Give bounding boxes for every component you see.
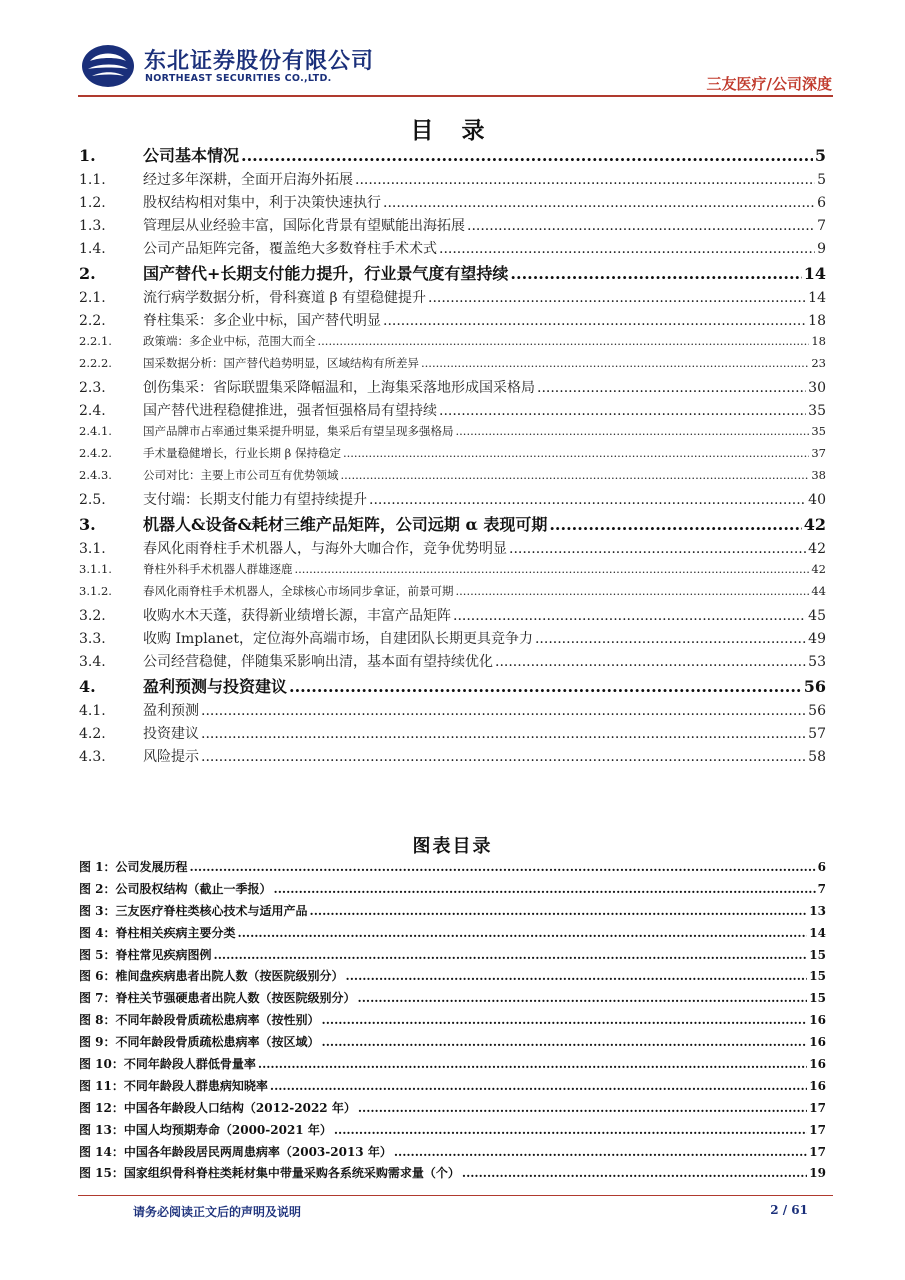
toc-entry[interactable] bbox=[79, 746, 826, 769]
header-divider bbox=[78, 95, 833, 97]
company-name-cn: 东北证券股份有限公司 bbox=[144, 49, 375, 74]
toc-entry-page: 58 bbox=[808, 749, 826, 765]
toc-entry-page: 40 bbox=[808, 492, 826, 508]
toc-entry-page: 23 bbox=[811, 356, 826, 370]
toc-entry[interactable] bbox=[79, 192, 826, 215]
dot-leader bbox=[383, 313, 806, 329]
toc-entry-title: 公司产品矩阵完备，覆盖绝大多数脊柱手术术式 bbox=[143, 241, 437, 257]
toc-entry-title: 盈利预测 bbox=[143, 703, 199, 719]
toc-entry-title: 盈利预测与投资建议 bbox=[143, 677, 288, 696]
toc-entry-title: 经过多年深耕，全面开启海外拓展 bbox=[143, 172, 353, 188]
figure-entry-title: 图 13：中国人均预期寿命（2000-2021 年） bbox=[79, 1122, 332, 1137]
figure-entry-page: 15 bbox=[809, 969, 826, 984]
toc-entry[interactable] bbox=[79, 674, 826, 700]
figure-entry-page: 17 bbox=[809, 1100, 826, 1115]
toc-entry[interactable] bbox=[79, 651, 826, 674]
toc-entry-title: 国产品牌市占率通过集采提升明显，集采后有望呈现多强格局 bbox=[143, 424, 454, 438]
toc-entry-number: 2.2. bbox=[79, 313, 106, 329]
toc-entry-number: 2.5. bbox=[79, 492, 106, 508]
toc-entry-number: 1.1. bbox=[79, 172, 106, 188]
toc-entry[interactable] bbox=[79, 169, 826, 192]
dot-leader bbox=[439, 403, 806, 419]
toc-entry-page: 49 bbox=[808, 631, 826, 647]
toc-entry[interactable] bbox=[79, 561, 826, 583]
dot-leader bbox=[190, 860, 816, 874]
dot-leader bbox=[549, 515, 801, 534]
report-tag: 三友医疗/公司深度 bbox=[706, 75, 832, 93]
dot-leader bbox=[495, 654, 806, 670]
toc-entry-title: 创伤集采：省际联盟集采降幅温和，上海集采落地形成国采格局 bbox=[143, 380, 535, 396]
dot-leader bbox=[289, 677, 802, 696]
figure-entry-page: 15 bbox=[809, 947, 826, 962]
toc-entry-number: 3.1. bbox=[79, 541, 106, 557]
dot-leader bbox=[318, 334, 810, 348]
figure-entry-page: 16 bbox=[809, 1057, 826, 1072]
figure-entry[interactable] bbox=[79, 858, 826, 880]
toc-entry-page: 18 bbox=[811, 334, 826, 348]
toc-entry-page: 5 bbox=[814, 146, 826, 165]
dot-leader bbox=[258, 1057, 807, 1071]
figure-entry-title: 图 15：国家组织骨科脊柱类耗材集中带量采购各系统采购需求量（个） bbox=[79, 1166, 460, 1181]
toc-entry[interactable] bbox=[79, 400, 826, 423]
dot-leader bbox=[334, 1123, 807, 1137]
figure-entry[interactable] bbox=[79, 880, 826, 902]
toc-entry-page: 56 bbox=[808, 703, 826, 719]
dot-leader bbox=[270, 1079, 807, 1093]
company-name-en: NORTHEAST SECURITIES CO.,LTD. bbox=[145, 73, 332, 84]
toc-entry-page: 53 bbox=[808, 654, 826, 670]
dot-leader bbox=[322, 1013, 808, 1027]
toc-entry-page: 37 bbox=[811, 446, 826, 460]
figure-entry-page: 15 bbox=[809, 991, 826, 1006]
figure-entry-page: 6 bbox=[817, 860, 826, 874]
toc-entry-number: 3.2. bbox=[79, 608, 106, 624]
toc-entry-title: 风险提示 bbox=[143, 749, 199, 765]
toc-entry-number: 4.2. bbox=[79, 726, 106, 742]
toc-entry[interactable] bbox=[79, 583, 826, 605]
toc-entry-number: 4.3. bbox=[79, 749, 106, 765]
figure-entry-title: 图 14：中国各年龄段居民两周患病率（2003-2013 年） bbox=[79, 1144, 392, 1159]
figure-entry-page: 16 bbox=[809, 1078, 826, 1093]
toc-entry-title: 支付端：长期支付能力有望持续提升 bbox=[143, 492, 367, 508]
toc-entry-page: 44 bbox=[811, 584, 826, 598]
toc-entry-page: 35 bbox=[808, 403, 826, 419]
toc-entry[interactable] bbox=[79, 287, 826, 310]
toc-entry-number: 2. bbox=[79, 264, 96, 283]
figure-entry[interactable] bbox=[79, 924, 826, 946]
page-number: 2 / 61 bbox=[770, 1203, 808, 1217]
toc-entry-number: 2.3. bbox=[79, 380, 106, 396]
table-of-contents bbox=[79, 143, 826, 769]
dot-leader bbox=[509, 541, 806, 557]
toc-entry[interactable] bbox=[79, 310, 826, 333]
figure-entry[interactable] bbox=[79, 1099, 826, 1121]
toc-entry-page: 14 bbox=[808, 290, 826, 306]
toc-entry[interactable] bbox=[79, 605, 826, 628]
toc-entry-title: 国采数据分析：国产替代趋势明显，区域结构有所差异 bbox=[143, 356, 419, 370]
figure-entry[interactable] bbox=[79, 1121, 826, 1143]
toc-entry-page: 9 bbox=[817, 241, 826, 257]
toc-entry-number: 1. bbox=[79, 146, 96, 165]
toc-entry-number: 1.2. bbox=[79, 195, 106, 211]
toc-entry-page: 14 bbox=[803, 264, 826, 283]
figure-entry[interactable] bbox=[79, 1055, 826, 1077]
toc-entry-page: 56 bbox=[803, 677, 826, 696]
dot-leader bbox=[537, 380, 806, 396]
dot-leader bbox=[394, 1145, 807, 1159]
toc-entry-page: 45 bbox=[808, 608, 826, 624]
figure-entry[interactable] bbox=[79, 902, 826, 924]
figure-entry[interactable] bbox=[79, 946, 826, 968]
toc-entry[interactable] bbox=[79, 700, 826, 723]
dot-leader bbox=[355, 172, 815, 188]
figure-entry[interactable] bbox=[79, 1033, 826, 1055]
dot-leader bbox=[421, 356, 809, 370]
dot-leader bbox=[295, 562, 810, 576]
figure-entry[interactable] bbox=[79, 1077, 826, 1099]
toc-entry[interactable] bbox=[79, 628, 826, 651]
toc-entry-page: 7 bbox=[817, 218, 826, 234]
toc-entry-title: 手术量稳健增长，行业长期 β 保持稳定 bbox=[143, 446, 341, 460]
toc-entry-number: 3.1.1. bbox=[79, 562, 112, 576]
toc-entry-title: 收购水木天蓬，获得新业绩增长源，丰富产品矩阵 bbox=[143, 608, 451, 624]
toc-entry-title: 管理层从业经验丰富，国际化背景有望赋能出海拓展 bbox=[143, 218, 465, 234]
toc-entry-title: 收购 Implanet，定位海外高端市场，自建团队长期更具竞争力 bbox=[143, 631, 533, 647]
dot-leader bbox=[201, 703, 806, 719]
northeast-securities-logo-icon bbox=[80, 43, 136, 89]
toc-entry-number: 2.4.3. bbox=[79, 468, 112, 482]
toc-entry-number: 4. bbox=[79, 677, 96, 696]
toc-entry-page: 30 bbox=[808, 380, 826, 396]
dot-leader bbox=[456, 424, 810, 438]
toc-entry-page: 6 bbox=[817, 195, 826, 211]
toc-entry-page: 35 bbox=[811, 424, 826, 438]
toc-entry-title: 股权结构相对集中，利于决策快速执行 bbox=[143, 195, 381, 211]
toc-entry-number: 2.4. bbox=[79, 403, 106, 419]
footer-divider bbox=[78, 1195, 833, 1196]
figure-entry-page: 17 bbox=[809, 1144, 826, 1159]
figure-entry-title: 图 9：不同年龄段骨质疏松患病率（按区域） bbox=[79, 1035, 320, 1050]
toc-entry-title: 公司经营稳健，伴随集采影响出清，基本面有望持续优化 bbox=[143, 654, 493, 670]
toc-entry-title: 脊柱集采：多企业中标，国产替代明显 bbox=[143, 313, 381, 329]
toc-entry-title: 春风化雨脊柱手术机器人，与海外大咖合作，竞争优势明显 bbox=[143, 541, 507, 557]
toc-entry-number: 3.3. bbox=[79, 631, 106, 647]
dot-leader bbox=[453, 608, 806, 624]
toc-entry[interactable] bbox=[79, 489, 826, 512]
figure-entry-title: 图 8：不同年龄段骨质疏松患病率（按性别） bbox=[79, 1013, 320, 1028]
figure-entry-title: 图 3：三友医疗脊柱类核心技术与适用产品 bbox=[79, 903, 308, 918]
dot-leader bbox=[201, 726, 806, 742]
toc-entry-page: 38 bbox=[811, 468, 826, 482]
toc-entry-title: 机器人&设备&耗材三维产品矩阵，公司远期 α 表现可期 bbox=[143, 515, 548, 534]
dot-leader bbox=[214, 948, 808, 962]
dot-leader bbox=[238, 926, 808, 940]
figure-entry-page: 13 bbox=[809, 903, 826, 918]
dot-leader bbox=[510, 264, 801, 283]
figure-entry-title: 图 5：脊柱常见疾病图例 bbox=[79, 947, 212, 962]
page-header bbox=[0, 0, 905, 95]
figure-entry[interactable] bbox=[79, 1143, 826, 1165]
dot-leader bbox=[456, 584, 810, 598]
dot-leader bbox=[462, 1166, 807, 1180]
figure-entry-title: 图 1：公司发展历程 bbox=[79, 860, 188, 874]
toc-entry-number: 3. bbox=[79, 515, 96, 534]
dot-leader bbox=[535, 631, 806, 647]
figure-entry[interactable] bbox=[79, 1011, 826, 1033]
toc-entry-number: 2.4.2. bbox=[79, 446, 112, 460]
toc-entry[interactable] bbox=[79, 261, 826, 287]
dot-leader bbox=[369, 492, 806, 508]
dot-leader bbox=[358, 991, 808, 1005]
dot-leader bbox=[310, 904, 808, 918]
toc-entry-number: 4.1. bbox=[79, 703, 106, 719]
dot-leader bbox=[346, 969, 808, 983]
toc-entry-number: 2.2.2. bbox=[79, 356, 112, 370]
dot-leader bbox=[439, 241, 815, 257]
toc-title: 目 录 bbox=[410, 117, 495, 144]
toc-entry-number: 2.2.1. bbox=[79, 334, 112, 348]
footer-disclaimer: 请务必阅读正文后的声明及说明 bbox=[133, 1205, 302, 1219]
toc-entry-title: 公司基本情况 bbox=[143, 146, 240, 165]
toc-entry-number: 1.4. bbox=[79, 241, 106, 257]
figure-entry[interactable] bbox=[79, 967, 826, 989]
dot-leader bbox=[274, 882, 816, 896]
dot-leader bbox=[341, 468, 810, 482]
toc-entry-title: 国产替代+长期支付能力提升，行业景气度有望持续 bbox=[143, 264, 509, 283]
toc-entry-number: 1.3. bbox=[79, 218, 106, 234]
toc-entry[interactable] bbox=[79, 423, 826, 445]
figure-entry-page: 7 bbox=[817, 881, 826, 896]
toc-entry[interactable] bbox=[79, 512, 826, 538]
toc-entry-page: 18 bbox=[808, 313, 826, 329]
toc-entry-page: 42 bbox=[811, 562, 826, 576]
toc-entry-title: 国产替代进程稳健推进，强者恒强格局有望持续 bbox=[143, 403, 437, 419]
figure-entry-page: 16 bbox=[809, 1035, 826, 1050]
toc-entry-title: 公司对比：主要上市公司互有优势领域 bbox=[143, 468, 339, 482]
dot-leader bbox=[201, 749, 806, 765]
toc-entry[interactable] bbox=[79, 333, 826, 355]
toc-entry[interactable] bbox=[79, 215, 826, 238]
toc-entry-number: 3.1.2. bbox=[79, 584, 112, 598]
figure-entry-page: 19 bbox=[809, 1166, 826, 1181]
figure-entry-title: 图 11：不同年龄段人群患病知晓率 bbox=[79, 1078, 268, 1093]
toc-entry-page: 42 bbox=[803, 515, 826, 534]
dot-leader bbox=[241, 146, 813, 165]
figure-entry-page: 17 bbox=[809, 1122, 826, 1137]
toc-entry-number: 2.1. bbox=[79, 290, 106, 306]
toc-entry-title: 脊柱外科手术机器人群雄逐鹿 bbox=[143, 562, 293, 576]
figure-list bbox=[79, 858, 826, 1186]
toc-entry-number: 2.4.1. bbox=[79, 424, 112, 438]
figure-entry[interactable] bbox=[79, 1164, 826, 1186]
toc-entry[interactable] bbox=[79, 723, 826, 746]
toc-entry-title: 流行病学数据分析，骨科赛道 β 有望稳健提升 bbox=[143, 290, 426, 306]
toc-entry-page: 5 bbox=[817, 172, 826, 188]
toc-entry[interactable] bbox=[79, 445, 826, 467]
figure-entry-page: 14 bbox=[809, 925, 826, 940]
toc-entry[interactable] bbox=[79, 377, 826, 400]
toc-entry[interactable] bbox=[79, 355, 826, 377]
dot-leader bbox=[322, 1035, 808, 1049]
dot-leader bbox=[383, 195, 815, 211]
figure-entry-title: 图 4：脊柱相关疾病主要分类 bbox=[79, 925, 236, 940]
figure-entry-title: 图 12：中国各年龄段人口结构（2012-2022 年） bbox=[79, 1100, 356, 1115]
toc-entry-page: 42 bbox=[808, 541, 826, 557]
figure-entry-title: 图 10：不同年龄段人群低骨量率 bbox=[79, 1057, 256, 1072]
toc-entry[interactable] bbox=[79, 467, 826, 489]
figure-list-title: 图表目录 bbox=[412, 836, 493, 857]
dot-leader bbox=[467, 218, 815, 234]
figure-entry-title: 图 7：脊柱关节强硬患者出院人数（按医院级别分） bbox=[79, 991, 356, 1006]
toc-entry-title: 投资建议 bbox=[143, 726, 199, 742]
figure-entry[interactable] bbox=[79, 989, 826, 1011]
toc-entry[interactable] bbox=[79, 143, 826, 169]
dot-leader bbox=[428, 290, 806, 306]
toc-entry-title: 政策端：多企业中标，范围大而全 bbox=[143, 334, 316, 348]
toc-entry-title: 春风化雨脊柱手术机器人，全球核心市场同步拿证，前景可期 bbox=[143, 584, 454, 598]
toc-entry-number: 3.4. bbox=[79, 654, 106, 670]
dot-leader bbox=[358, 1101, 807, 1115]
toc-entry[interactable] bbox=[79, 538, 826, 561]
figure-entry-title: 图 6：椎间盘疾病患者出院人数（按医院级别分） bbox=[79, 969, 344, 984]
figure-entry-title: 图 2：公司股权结构（截止一季报） bbox=[79, 881, 272, 896]
figure-entry-page: 16 bbox=[809, 1013, 826, 1028]
toc-entry-page: 57 bbox=[808, 726, 826, 742]
toc-entry[interactable] bbox=[79, 238, 826, 261]
dot-leader bbox=[343, 446, 809, 460]
